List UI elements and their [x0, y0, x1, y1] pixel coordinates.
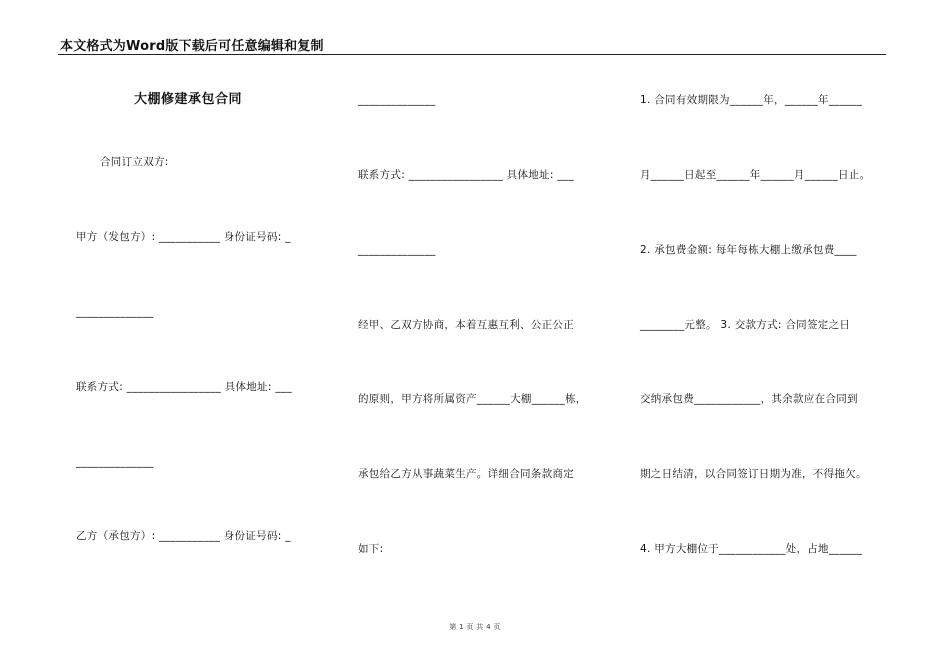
paragraph-line: ______________ [358, 244, 436, 256]
text-column-2 [358, 0, 608, 672]
paragraph-line: ______________ [358, 94, 436, 106]
paragraph-line: ______________ [76, 456, 154, 468]
paragraph-line: 乙方（承包方）: ___________ 身份证号码: _ [76, 530, 291, 542]
paragraph-line: 承包给乙方从事蔬菜生产。详细合同条款商定 [358, 468, 574, 480]
text-column-3 [640, 0, 890, 672]
paragraph-line: ________元整。 3. 交款方式: 合同签定之日 [640, 319, 851, 331]
text-column-1 [76, 0, 326, 672]
paragraph-line: 期之日结清，以合同签订日期为准，不得拖欠。 [640, 468, 867, 480]
paragraph-line: 合同订立双方: [100, 156, 169, 168]
page-number-footer: 第 1 页 共 4 页 [449, 623, 501, 631]
paragraph-line: 2. 承包费金额: 每年每栋大棚上缴承包费____ [640, 244, 857, 256]
paragraph-line: 交纳承包费____________，其余款应在合同到 [640, 393, 858, 405]
paragraph-line: 的原则，甲方将所属资产______大棚______栋， [358, 393, 587, 405]
paragraph-line: 如下: [358, 543, 384, 555]
paragraph-line: 甲方（发包方）: ___________ 身份证号码: _ [76, 231, 291, 243]
paragraph-line: 月______日起至______年______月______日止。 [640, 169, 871, 181]
paragraph-line: ______________ [76, 306, 154, 318]
paragraph-line: 联系方式: _________________ 具体地址: ___ [358, 169, 574, 181]
paragraph-line: 4. 甲方大棚位于____________处，占地______ [640, 543, 863, 555]
paragraph-line: 联系方式: _________________ 具体地址: ___ [76, 381, 292, 393]
paragraph-line: 1. 合同有效期限为______年，______年______ [640, 94, 863, 106]
paragraph-line: 经甲、乙双方协商，本着互惠互利、公正公正 [358, 319, 574, 331]
document-title: 大棚修建承包合同 [134, 92, 243, 107]
header-text: 本文格式为Word版下载后可任意编辑和复制 [60, 39, 324, 54]
